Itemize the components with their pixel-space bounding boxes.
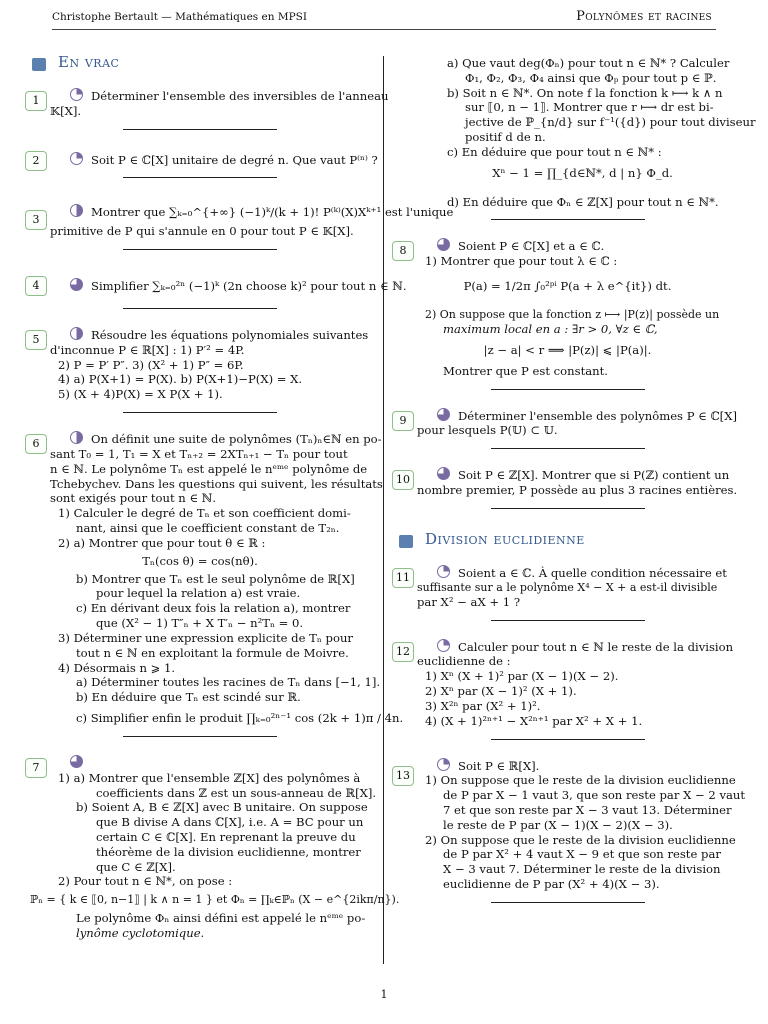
exercise-text: Soient a ∈ ℂ. À quelle condition nécessaire et	[458, 565, 727, 580]
column-divider	[383, 56, 384, 964]
exercise-2	[32, 148, 378, 168]
exercise-text: b) Soient A, B ∈ ℤ[X] avec B unitaire. On suppose	[76, 800, 368, 815]
exercise-text: 2) Xⁿ par (X − 1)² (X + 1).	[425, 684, 577, 699]
section-en-vrac	[50, 50, 350, 80]
difficulty-icon	[437, 467, 450, 480]
exercise-text: Simplifier ∑ₖ₌₀²ⁿ (−1)ᵏ (2n choose k)² pour tout n ∈ ℕ.	[91, 279, 407, 294]
exercise-number: 10	[392, 470, 414, 490]
exercise-number: 4	[25, 276, 47, 296]
difficulty-icon	[70, 204, 83, 217]
exercise-text: primitive de P qui s'annule en 0 pour tout P ∈ 𝕂[X].	[50, 224, 354, 239]
exercise-text: que (X² − 1) T″ₙ + X T′ₙ − n²Tₙ = 0.	[96, 616, 304, 631]
exercise-text: euclidienne de P par (X² + 4)(X − 3).	[443, 877, 660, 892]
separator	[491, 620, 645, 621]
exercise-text: n ∈ ℕ. Le polynôme Tₙ est appelé le nᵉᵐᵉ polynôme de	[50, 461, 368, 476]
right-column	[396, 56, 756, 921]
exercise-text: 𝕂[X].	[50, 103, 82, 118]
exercise-text: c) Simplifier enfin le produit ∏ₖ₌₀²ⁿ⁻¹ cos (2k + 1)π / 4n.	[76, 711, 404, 726]
exercise-text: Résoudre les équations polynomiales suivantes	[91, 327, 369, 342]
exercise-text: nant, ainsi que le coefficient constant de T₂ₙ.	[76, 521, 340, 536]
exercise-text: 1) Calculer le degré de Tₙ et son coefficient domi-	[58, 506, 351, 521]
exercise-number: 9	[392, 411, 414, 431]
exercise-8	[399, 238, 720, 378]
separator	[491, 902, 645, 903]
exercise-text: que C ∈ ℤ[X].	[96, 859, 176, 874]
exercise-text: d'inconnue P ∈ ℝ[X] : 1) P′² = 4P.	[50, 342, 245, 357]
exercise-text: 2) Pour tout n ∈ ℕ*, on pose :	[58, 874, 233, 889]
exercise-text: 4) a) P(X+1) = P(X). b) P(X+1)−P(X) = X.	[58, 372, 303, 387]
exercise-text: sont exigés pour tout n ∈ ℕ.	[50, 491, 217, 506]
page-header-left: Christophe Bertault — Mathématiques en MPSI	[52, 11, 307, 23]
exercise-text: 1) Xⁿ (X + 1)² par (X − 1)(X − 2).	[425, 669, 619, 684]
exercise-number: 6	[25, 434, 47, 454]
exercise-text: Calculer pour tout n ∈ ℕ le reste de la division	[458, 639, 734, 654]
separator	[123, 249, 277, 250]
section-title: En vrac	[58, 53, 120, 71]
exercise-text: pour lequel la relation a) est vraie.	[96, 586, 301, 601]
exercise-number: 5	[25, 330, 47, 350]
exercise-text: 5) (X + 4)P(X) = X P(X + 1).	[58, 387, 223, 402]
exercise-text: que B divise A dans ℂ[X], i.e. A = BC pour un	[96, 815, 364, 830]
exercise-text: maximum local en a : ∃r > 0, ∀z ∈ ℂ,	[443, 322, 658, 337]
separator	[491, 389, 645, 390]
exercise-text: 2) On suppose que la fonction z ⟼ |P(z)| possède un	[425, 307, 720, 321]
exercise-text: 2) a) Montrer que pour tout θ ∈ ℝ :	[58, 535, 266, 550]
exercise-text: suffisante sur a le polynôme X⁴ − X + a est-il divisible	[417, 580, 718, 594]
section-marker-icon	[399, 535, 413, 548]
exercise-number: 7	[25, 758, 47, 778]
exercise-text: Le polynôme Φₙ ainsi défini est appelé le nᵉᵐᵉ po-	[76, 911, 366, 926]
exercise-4	[32, 268, 407, 294]
exercise-text: Montrer que P est constant.	[443, 363, 608, 378]
separator	[123, 412, 277, 413]
exercise-text: 2) On suppose que le reste de la division euclidienne	[425, 832, 736, 847]
exercise-text: 1) a) Montrer que l'ensemble ℤ[X] des polynômes à	[58, 770, 361, 785]
separator	[123, 177, 277, 178]
separator	[123, 308, 277, 309]
exercise-9	[399, 408, 737, 439]
section-title: Division euclidienne	[425, 529, 585, 548]
exercise-text: b) Montrer que Tₙ est le seul polynôme de ℝ[X]	[76, 571, 355, 586]
exercise-text: Montrer que ∑ₖ₌₀^{+∞} (−1)ᵏ/(k + 1)! P⁽ᵏ⁾(X)Xᵏ⁺¹ est l'unique	[91, 205, 454, 220]
section-division-euclidienne	[417, 527, 718, 557]
exercise-text: coefficients dans ℤ est un sous-anneau de ℝ[X].	[96, 785, 377, 800]
exercise-text: positif d de n.	[465, 130, 546, 145]
exercise-10	[396, 467, 738, 498]
exercise-text: pour lesquels P(𝕌) ⊂ 𝕌.	[417, 423, 558, 438]
difficulty-icon	[70, 431, 83, 444]
exercise-number: 8	[392, 241, 414, 261]
exercise-text: par X² − aX + 1 ?	[417, 594, 521, 609]
exercise-3	[32, 196, 454, 239]
exercise-text: jective de ℙ_{n/d} sur f⁻¹({d}) pour tout diviseur	[465, 115, 756, 130]
exercise-7-continued	[417, 56, 756, 209]
exercise-text: certain C ∈ ℂ[X]. En reprenant la preuve du	[96, 829, 356, 844]
separator	[491, 508, 645, 509]
header-rule	[52, 29, 716, 30]
exercise-1	[32, 88, 389, 119]
exercise-text: Déterminer l'ensemble des inversibles de l'anneau	[91, 89, 389, 103]
exercise-text: Soit P ∈ ℤ[X]. Montrer que si P(ℤ) contient un	[458, 468, 730, 483]
exercise-text: tout n ∈ ℕ en exploitant la formule de Moivre.	[76, 645, 349, 660]
separator	[123, 129, 277, 130]
section-marker-icon	[32, 58, 46, 71]
exercise-text: b) Soit n ∈ ℕ*. On note f la fonction k ⟼ k ∧ n	[447, 85, 723, 100]
exercise-5	[32, 327, 369, 402]
page-header-right: Polynômes et racines	[576, 9, 712, 24]
difficulty-icon	[70, 278, 83, 291]
exercise-text: Soient P ∈ ℂ[X] et a ∈ ℂ.	[458, 239, 605, 254]
exercise-number: 13	[392, 766, 414, 786]
exercise-text: Soit P ∈ ℂ[X] unitaire de degré n. Que vaut P⁽ⁿ⁾ ?	[91, 152, 378, 167]
exercise-text: a) Que vaut deg(Φₙ) pour tout n ∈ ℕ* ? Calculer	[447, 56, 730, 70]
exercise-text: X − 3 vaut 7. Déterminer le reste de la division	[443, 862, 721, 877]
separator	[491, 219, 645, 220]
exercise-text: d) En déduire que Φₙ ∈ ℤ[X] pour tout n ∈ ℕ*.	[447, 194, 719, 209]
exercise-text: euclidienne de :	[417, 654, 511, 669]
separator	[491, 448, 645, 449]
exercise-13	[396, 758, 746, 892]
exercise-text: a) Déterminer toutes les racines de Tₙ dans [−1, 1].	[76, 675, 381, 690]
exercise-text: On définit une suite de polynômes (Tₙ)ₙ∈ℕ en po-	[91, 432, 382, 447]
formula: |z − a| < r ⟹ |P(z)| ⩽ |P(a)|.	[483, 342, 652, 357]
exercise-number: 12	[392, 642, 414, 662]
exercise-text: 7 et que son reste par X − 3 vaut 13. Déterminer	[443, 803, 732, 817]
exercise-text: de P par X − 1 vaut 3, que son reste par X − 2 vaut	[443, 788, 746, 803]
exercise-text: 3) X²ⁿ par (X² + 1)².	[425, 698, 541, 713]
difficulty-icon	[437, 408, 450, 421]
separator	[123, 736, 277, 737]
exercise-text: 3) Déterminer une expression explicite de Tₙ pour	[58, 630, 353, 645]
formula: Xⁿ − 1 = ∏_{d∈ℕ*, d | n} Φ_d.	[492, 165, 673, 180]
difficulty-icon	[70, 152, 83, 165]
exercise-number: 1	[25, 91, 47, 111]
difficulty-icon	[437, 758, 450, 771]
formula: P(a) = 1/2π ∫₀²ᵖⁱ P(a + λ e^{it}) dt.	[463, 279, 672, 294]
exercise-text: lynôme cyclotomique.	[76, 926, 205, 941]
exercise-text: c) En dérivant deux fois la relation a), montrer	[76, 601, 351, 616]
exercise-text: de P par X² + 4 vaut X − 9 et que son reste par	[443, 847, 721, 862]
separator	[491, 739, 645, 740]
exercise-text: 1) On suppose que le reste de la division euclidienne	[425, 773, 736, 788]
page-number: 1	[380, 988, 388, 1001]
difficulty-icon	[437, 639, 450, 652]
exercise-text: théorème de la division euclidienne, montrer	[96, 844, 361, 859]
exercise-text: Φ₁, Φ₂, Φ₃, Φ₄ ainsi que Φₚ pour tout p ∈ ℙ.	[465, 70, 717, 85]
exercise-text: b) En déduire que Tₙ est scindé sur ℝ.	[76, 690, 301, 705]
exercise-text: Déterminer l'ensemble des polynômes P ∈ ℂ[X]	[458, 408, 737, 423]
formula: ℙₙ = { k ∈ ⟦0, n−1⟧ | k ∧ n = 1 } et Φₙ = ∏ₖ∈ℙₙ (X − e^{2ikπ/n}).	[30, 893, 400, 907]
difficulty-icon	[437, 565, 450, 578]
difficulty-icon	[437, 238, 450, 251]
exercise-text: Soit P ∈ ℝ[X].	[458, 758, 540, 773]
exercise-text: 4) (X + 1)²ⁿ⁺¹ − X²ⁿ⁺¹ par X² + X + 1.	[425, 713, 643, 728]
exercise-number: 3	[25, 210, 47, 230]
difficulty-icon	[70, 755, 83, 768]
exercise-text: 4) Désormais n ⩾ 1.	[58, 660, 176, 675]
exercise-text: nombre premier, P possède au plus 3 racines entières.	[417, 482, 738, 497]
exercise-7	[30, 755, 400, 941]
formula: Tₙ(cos θ) = cos(nθ).	[142, 553, 258, 568]
exercise-11	[396, 565, 727, 610]
exercise-text: sant T₀ = 1, T₁ = X et Tₙ₊₂ = 2XTₙ₊₁ − Tₙ pour tout	[50, 446, 348, 461]
difficulty-icon	[70, 327, 83, 340]
exercise-text: 2) P = P′ P″. 3) (X² + 1) P″ = 6P.	[58, 357, 244, 372]
exercise-number: 2	[25, 151, 47, 171]
exercise-number: 11	[392, 568, 414, 588]
exercise-text: le reste de P par (X − 1)(X − 2)(X − 3).	[443, 817, 673, 832]
exercise-text: c) En déduire que pour tout n ∈ ℕ* :	[447, 144, 662, 159]
difficulty-icon	[70, 88, 83, 101]
exercise-text: sur ⟦0, n − 1⟧. Montrer que r ⟼ dr est bi-	[465, 100, 714, 115]
exercise-text: 1) Montrer que pour tout λ ∈ ℂ :	[425, 254, 618, 269]
exercise-text: Tchebychev. Dans les questions qui suivent, les résultats	[50, 476, 383, 491]
exercise-12	[396, 639, 734, 729]
